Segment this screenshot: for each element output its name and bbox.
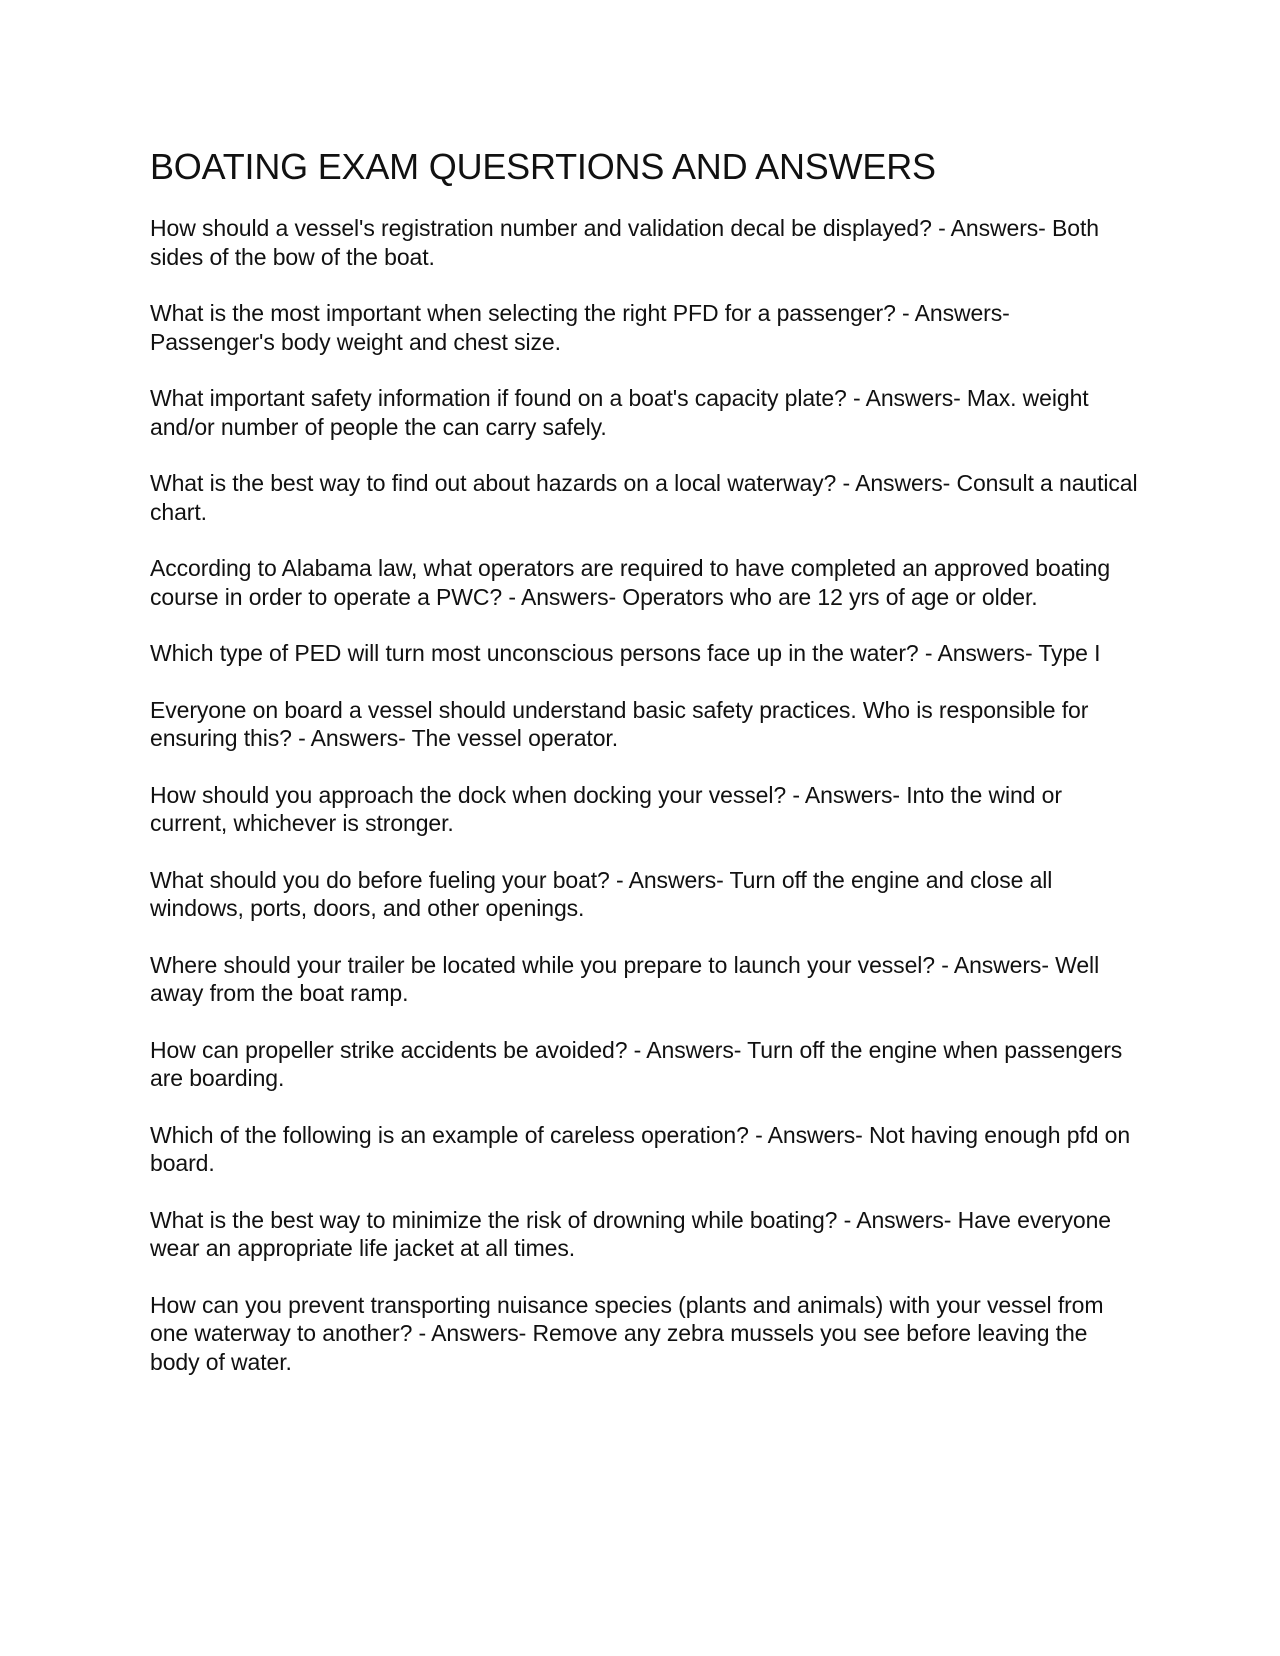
qa-item: How can propeller strike accidents be avoided? - Answers- Turn off the engine when passengers are boarding. — [150, 1036, 1123, 1092]
qa-item: What should you do before fueling your boat? - Answers- Turn off the engine and close all windows, ports, doors, and other openings. — [150, 866, 1053, 922]
qa-item: What is the most important when selecting the right PFD for a passenger? - Answers- Passenger's body weight and chest size. — [150, 300, 1010, 355]
qa-item: How should you approach the dock when docking your vessel? - Answers- Into the wind or current, whichever is stronger. — [150, 781, 1062, 837]
qa-item: How should a vessel's registration number and validation decal be displayed? - Answers- Both sides of the bow of the boat. — [150, 215, 1099, 270]
qa-item: What is the best way to minimize the risk of drowning while boating? - Answers- Have everyone wear an appropriate life jacket at all times. — [150, 1206, 1111, 1262]
qa-item: According to Alabama law, what operators are required to have completed an approved boating course in order to operate a PWC? - Answers- Operators who are 12 yrs of age or older. — [150, 555, 1111, 610]
qa-item: Which type of PED will turn most unconscious persons face up in the water? - Answers- Type I — [150, 640, 1101, 667]
qa-item: What important safety information if found on a boat's capacity plate? - Answers- Max. weight and/or number of people the can carry safely. — [150, 385, 1089, 440]
qa-item: Where should your trailer be located while you prepare to launch your vessel? - Answers- Well away from the boat ramp. — [150, 951, 1100, 1007]
document-page — [150, 145, 1140, 1404]
qa-item: Which of the following is an example of careless operation? - Answers- Not having enough pfd on board. — [150, 1121, 1131, 1177]
qa-item: How can you prevent transporting nuisance species (plants and animals) with your vessel from one waterway to another? - Answers- Remove any zebra mussels you see before leaving the body of water. — [150, 1291, 1104, 1375]
document-title: BOATING EXAM QUESRTIONS AND ANSWERS — [150, 146, 936, 187]
qa-item: What is the best way to find out about hazards on a local waterway? - Answers- Consult a nautical chart. — [150, 470, 1138, 525]
qa-item: Everyone on board a vessel should understand basic safety practices. Who is responsible for ensuring this? - Answers- The vessel operator. — [150, 696, 1089, 752]
